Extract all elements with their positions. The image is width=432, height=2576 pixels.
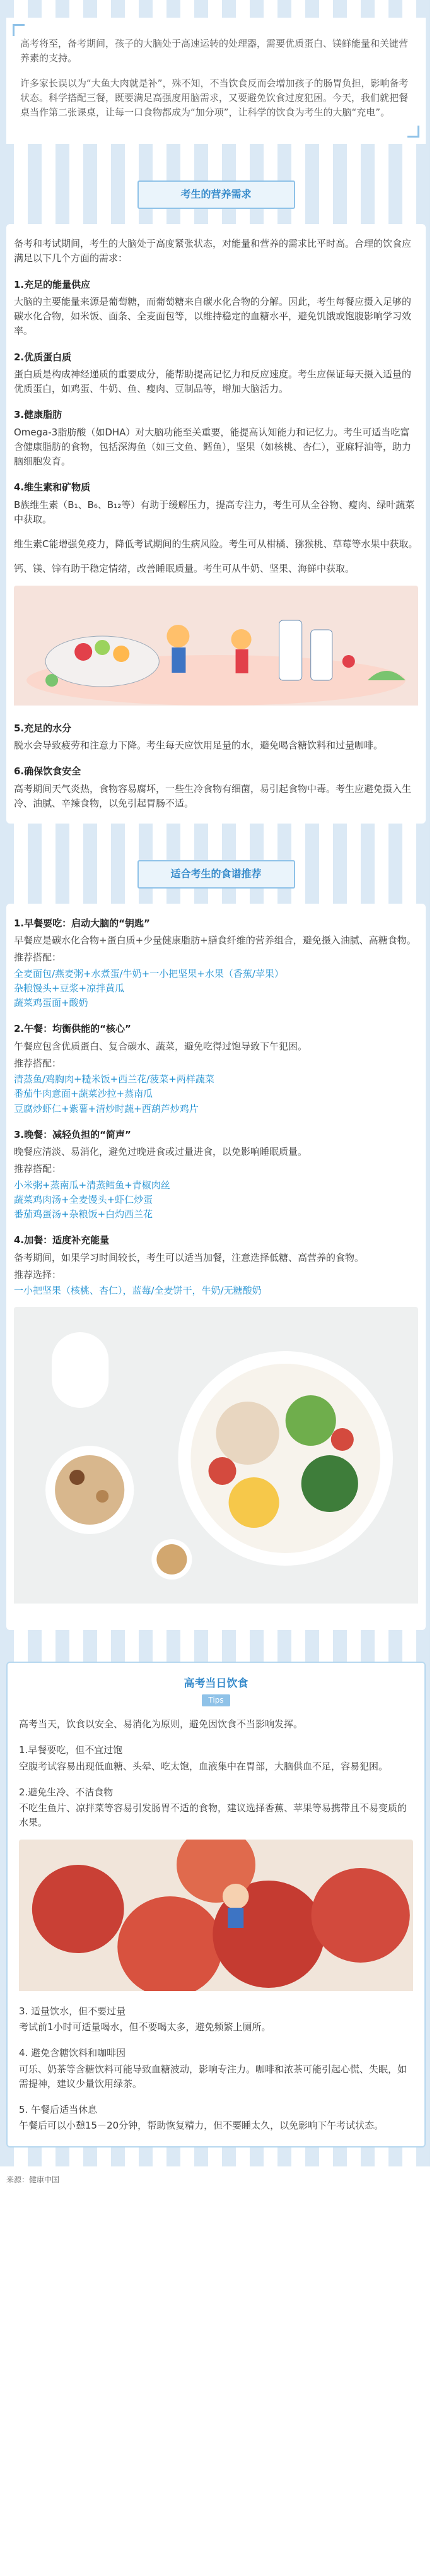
meal-text: 晚餐应清淡、易消化，避免过晚进食或过量进食，以免影响睡眠质量。: [14, 1146, 308, 1158]
meal-rec-line: 全麦面包/燕麦粥+水煮蛋/牛奶+一小把坚果+水果（香蕉/苹果）: [14, 967, 284, 979]
item-text: 蛋白质是构成神经递质的重要成分，能帮助提高记忆力和反应速度。考生应保证每天摄入适量的优质蛋白，如鸡蛋、牛奶、鱼、瘦肉、豆制品等，增加大脑活力。: [14, 368, 412, 395]
item-title: 2.优质蛋白质: [14, 351, 72, 363]
source-note: 来源：健康中国: [6, 2175, 60, 2184]
meal-text: 早餐应是碳水化合物+蛋白质+少量健康脂肪+膳食纤维的营养组合，避免摄入油腻、高糖食物。: [14, 935, 416, 947]
intro-paragraph-2: 许多家长误以为“大鱼大肉就是补”，殊不知，不当饮食反而会增加孩子的肠胃负担，影响备考状态。科学搭配三餐，既要满足高强度用脑需求，又要避免饮食过度犯困。今天，我们就把餐桌当作第二张课桌，让每一口食物都成为“加分项”，让科学的饮食为考生的大脑“充电”。: [20, 77, 409, 118]
item-text: 脱水会导致疲劳和注意力下降。考生每天应饮用足量的水，避免喝含糖饮料和过量咖啡。: [14, 740, 383, 752]
tip-text: 不吃生鱼片、凉拌菜等容易引发肠胃不适的食物，建议选择香蕉、苹果等易携带且不易变质的水果。: [19, 1802, 407, 1829]
tips-header: [19, 1675, 413, 1708]
meal-title: 1.早餐要吃：启动大脑的“钥匙”: [14, 917, 150, 929]
tips-box: [6, 1662, 426, 2148]
tip-text: 空腹考试容易出现低血糖、头晕、吃太饱，血液集中在胃部，大脑供血不足，容易犯困。: [19, 1760, 388, 1772]
meal-title: 3.晚餐：减轻负担的“简声”: [14, 1128, 131, 1140]
meal-rec-label: 推荐搭配：: [14, 1163, 62, 1175]
tips-section: [0, 1649, 432, 2166]
tip-text: 午餐后可以小憩15－20分钟，帮助恢复精力，但不要睡太久，以免影响下午考试状态。: [19, 2120, 384, 2132]
mineral-text: 钙、镁、锌有助于稳定情绪，改善睡眠质量。考生可从牛奶、坚果、海鲜中获取。: [14, 563, 355, 575]
tips-tag: Tips: [202, 1694, 230, 1706]
meals-section: [0, 842, 432, 1649]
meal-text: 备考期间，如果学习时间较长，考生可以适当加餐，注意选择低糖、高营养的食物。: [14, 1251, 365, 1263]
tips-title: 高考当日饮食: [184, 1677, 248, 1690]
meal-rec-line: 番茄鸡蛋汤+杂粮饭+白灼西兰花: [14, 1208, 153, 1220]
tip-text: 可乐、奶茶等含糖饮料可能导致血糖波动，影响专注力。咖啡和浓茶可能引起心慌、失眠，如需提神，建议少量饮用绿茶。: [19, 2063, 407, 2089]
apple-photo: [19, 1840, 413, 1995]
salad-photo: [14, 1307, 418, 1608]
tip-title: 4. 避免含糖饮料和咖啡因: [19, 2047, 126, 2059]
meal-rec-line: 杂粮馒头+豆浆+凉拌黄瓜: [14, 982, 125, 994]
meal-rec-line: 清蒸鱼/鸡胸肉+糙米饭+西兰花/菠菜+两样蔬菜: [14, 1073, 214, 1085]
item-text: Omega-3脂肪酸（如DHA）对大脑功能至关重要，能提高认知能力和记忆力。考生可适当吃富含健康脂肪的食物，包括深海鱼（如三文鱼、鳕鱼），坚果（如核桃、杏仁），亚麻籽油等，助力脑细胞发育。: [14, 426, 412, 468]
meal-text: 午餐应包含优质蛋白、复合碳水、蔬菜，避免吃得过饱导致下午犯困。: [14, 1040, 308, 1052]
item-title: 3.健康脂肪: [14, 409, 62, 421]
item-title: 1.充足的能量供应: [14, 278, 91, 290]
item-text: B族维生素（B₁、B₆、B₁₂等）有助于缓解压力，提高专注力，考生可从全谷物、瘦肉、绿叶蔬菜中获取。: [14, 499, 415, 525]
meal-rec-label: 推荐搭配：: [14, 952, 62, 964]
food-illustration: [14, 586, 418, 710]
meal-title: 2.午餐：均衡供能的“核心”: [14, 1023, 131, 1035]
meal-rec-line: 蔬菜鸡蛋面+酸奶: [14, 997, 88, 1009]
item-text: 高考期间天气炎热，食物容易腐坏，一些生冷食物有细菌，易引起食物中毒。考生应避免摄入生冷、油腻、辛辣食物，以免引起胃肠不适。: [14, 783, 412, 809]
intro-paragraph-1: 高考将至，备考期间，孩子的大脑处于高速运转的处理器，需要优质蛋白、镁鲜能量和关键营养素的支持。: [20, 38, 409, 64]
intro-section: [0, 0, 432, 163]
meals-card: [6, 904, 426, 1630]
meal-title: 4.加餐：适度补充能量: [14, 1234, 110, 1246]
meal-rec-line: 一小把坚果（核桃、杏仁），蓝莓/全麦饼干，牛奶/无糖酸奶: [14, 1285, 262, 1297]
meal-rec-label: 推荐选择：: [14, 1268, 62, 1280]
meal-rec-line: 蔬菜鸡肉汤+全麦馒头+虾仁炒蛋: [14, 1193, 153, 1205]
nutrition-lead: 备考和考试期间，考生的大脑处于高度紧张状态，对能量和营养的需求比平时高。合理的饮食应满足以下几个方面的需求：: [14, 238, 412, 264]
tip-title: 5. 午餐后适当休息: [19, 2104, 98, 2116]
tip-title: 1.早餐要吃，但不宜过饱: [19, 1744, 123, 1756]
tip-text: 考试前1小时可适量喝水，但不要喝太多，避免频繁上厕所。: [19, 2021, 271, 2033]
item-text: 大脑的主要能量来源是葡萄糖，而葡萄糖来自碳水化合物的分解。因此，考生每餐应摄入足够的碳水化合物，如米饭、面条、全麦面包等，以维持稳定的血糖水平，避免饥饿或饱腹影响学习效率。: [14, 295, 412, 337]
item-title: 5.充足的水分: [14, 722, 72, 734]
meal-rec-line: 豆腐炒虾仁+紫薯+清炒时蔬+西葫芦炒鸡片: [14, 1102, 199, 1114]
tip-title: 2.避免生冷、不洁食物: [19, 1786, 114, 1798]
nutrition-card: [6, 224, 426, 824]
tips-intro: 高考当天，饮食以安全、易消化为原则，避免因饮食不当影响发挥。: [19, 1718, 303, 1730]
item-title: 6.确保饮食安全: [14, 765, 81, 777]
nutrition-section: [0, 163, 432, 842]
meals-badge: 适合考生的食谱推荐: [137, 860, 295, 889]
vitamin-c-text: 维生素C能增强免疫力，降低考试期间的生病风险。考生可从柑橘、猕猴桃、草莓等水果中获取。: [14, 538, 418, 550]
meal-rec-line: 小米粥+蒸南瓜+清蒸鳕鱼+青椒肉丝: [14, 1179, 170, 1191]
intro-card: [6, 18, 426, 144]
nutrition-badge: 考生的营养需求: [137, 180, 295, 209]
meal-rec-label: 推荐搭配：: [14, 1057, 62, 1069]
item-title: 4.维生素和矿物质: [14, 482, 91, 493]
tip-title: 3. 适量饮水，但不要过量: [19, 2005, 126, 2017]
meal-rec-line: 番茄牛肉意面+蔬菜沙拉+蒸南瓜: [14, 1088, 153, 1100]
